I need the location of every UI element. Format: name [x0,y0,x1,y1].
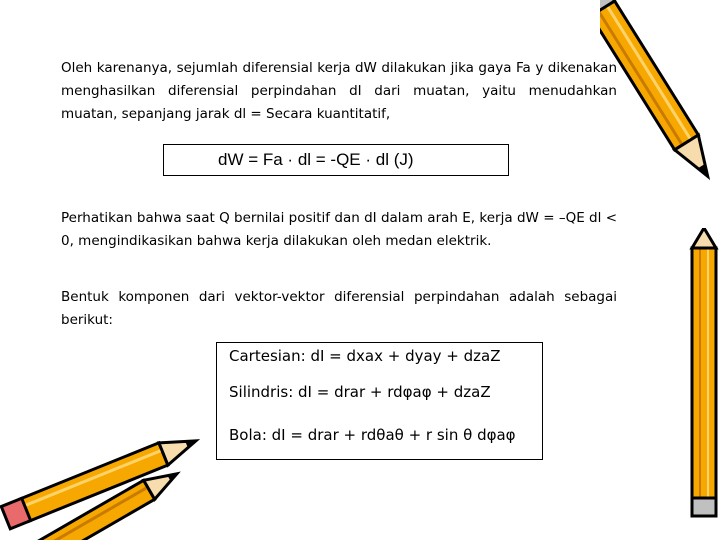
work-equation: dW = Fa · dl = -QE · dl (J) [218,150,414,169]
cartesian-line: Cartesian: dI = dxax + dyay + dzaZ [229,347,501,365]
pencil-icon [600,0,720,200]
paragraph-intro: Oleh karenanya, sejumlah diferensial kerja dW dilakukan jika gaya Fa y dikenakan menghasilkan diferensial perpindahan dI dari muatan, yaitu menudahkan muatan, sepanjang jarak dl = Secara kuantitatif, [61,60,617,122]
pencil-icon [688,228,720,518]
pencils-icon [0,412,230,540]
cylindrical-line: Silindris: dI = drar + rdφaφ + dzaZ [229,383,491,401]
components-box [216,342,543,460]
paragraph-note: Perhatikan bahwa saat Q bernilai positif dan dI dalam arah E, kerja dW = –QE dl < 0, mengindikasikan bahwa kerja dilakukan oleh medan elektrik. [61,210,617,249]
work-equation-box [163,144,509,176]
paragraph-components: Bentuk komponen dari vektor-vektor diferensial perpindahan adalah sebagai berikut: [61,289,617,328]
spherical-line: Bola: dI = drar + rdθaθ + r sin θ dφaφ [229,426,516,444]
